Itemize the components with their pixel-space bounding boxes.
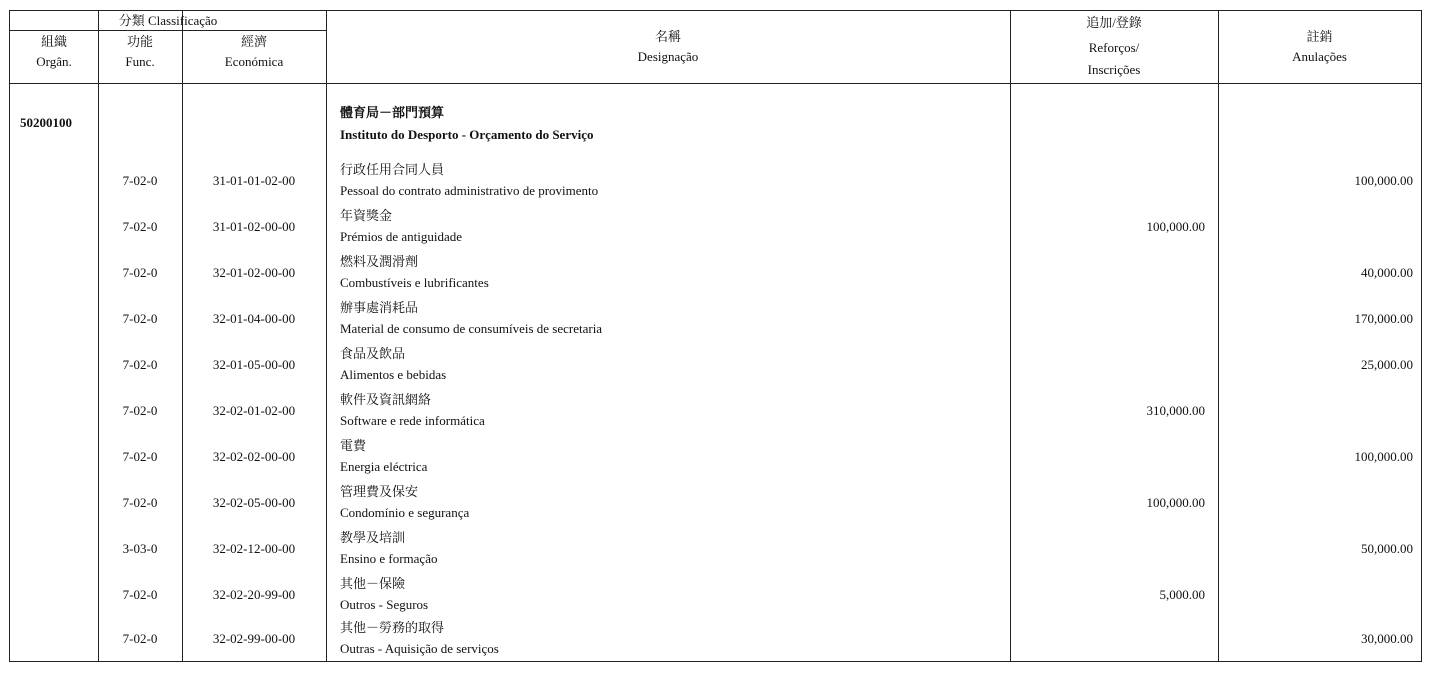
designation-header-pt: Designação (637, 49, 699, 64)
econ-code: 32-01-04-00-00 (212, 311, 296, 326)
table-row (10, 527, 1421, 573)
func-code: 7-02-0 (122, 311, 158, 326)
func-code: 7-02-0 (122, 403, 158, 418)
func-code: 7-02-0 (122, 449, 158, 464)
designation-zh: 行政任用合同人員 (340, 162, 445, 177)
budget-table (9, 10, 1422, 662)
table-row (10, 251, 1421, 297)
func-code: 7-02-0 (122, 495, 158, 510)
reinforcement-amount: 100,000.00 (1146, 219, 1205, 234)
designation-zh: 其他－勞務的取得 (340, 620, 445, 635)
reinforcements-header-pt1: Reforços/ (1088, 40, 1140, 55)
reinforcement-amount: 310,000.00 (1146, 403, 1205, 418)
designation-pt: Pessoal do contrato administrativo de provimento (340, 183, 599, 198)
annulment-amount: 100,000.00 (1354, 173, 1413, 188)
annulment-amount: 50,000.00 (1361, 541, 1413, 556)
table-row (10, 159, 1421, 205)
table-row (10, 617, 1421, 661)
annulments-header-pt: Anulações (1292, 49, 1347, 64)
econ-code: 32-01-02-00-00 (212, 265, 296, 280)
designation-header-zh: 名稱 (654, 29, 681, 44)
classification-header: 分類 Classificação (118, 13, 218, 28)
designation-pt: Condomínio e segurança (340, 505, 470, 520)
func-header-zh: 功能 (126, 34, 153, 49)
organ-code: 50200100 (20, 115, 72, 130)
econ-code: 32-02-02-00-00 (212, 449, 296, 464)
designation-zh: 電費 (340, 438, 367, 453)
designation-pt: Material de consumo de consumíveis de secretaria (340, 321, 603, 336)
reinforcements-header-zh: 追加/登錄 (1086, 15, 1142, 30)
designation-zh: 食品及飲品 (340, 346, 406, 361)
table-row (10, 205, 1421, 251)
section-title-zh: 體育局－部門預算 (340, 105, 445, 120)
designation-zh: 辦事處消耗品 (340, 300, 419, 315)
annulment-amount: 40,000.00 (1361, 265, 1413, 280)
econ-code: 32-02-01-02-00 (212, 403, 296, 418)
designation-zh: 管理費及保安 (340, 484, 419, 499)
organ-header-pt: Orgân. (36, 54, 72, 69)
designation-pt: Outros - Seguros (340, 597, 429, 612)
designation-pt: Energia eléctrica (340, 459, 428, 474)
econ-code: 31-01-02-00-00 (212, 219, 296, 234)
annulment-amount: 25,000.00 (1361, 357, 1413, 372)
section-title-pt: Instituto do Desporto - Orçamento do Serviço (340, 127, 594, 142)
econ-header-pt: Económica (224, 54, 284, 69)
designation-pt: Outras - Aquisição de serviços (340, 641, 499, 656)
econ-code: 32-02-12-00-00 (212, 541, 296, 556)
designation-pt: Alimentos e bebidas (340, 367, 447, 382)
reinforcement-amount: 5,000.00 (1159, 587, 1205, 602)
func-code: 7-02-0 (122, 173, 158, 188)
designation-pt: Combustíveis e lubrificantes (340, 275, 489, 290)
designation-zh: 其他－保險 (340, 576, 406, 591)
designation-zh: 年資獎金 (340, 208, 393, 223)
econ-code: 32-02-05-00-00 (212, 495, 296, 510)
table-row (10, 343, 1421, 389)
organ-header-zh: 組織 (40, 34, 67, 49)
header-subdivider (10, 30, 326, 31)
econ-code: 32-02-99-00-00 (212, 631, 296, 646)
table-row (10, 389, 1421, 435)
func-header-pt: Func. (125, 54, 155, 69)
func-code: 7-02-0 (122, 631, 158, 646)
header-divider (10, 83, 1421, 84)
designation-zh: 軟件及資訊網絡 (340, 392, 432, 407)
func-code: 7-02-0 (122, 587, 158, 602)
econ-code: 31-01-01-02-00 (212, 173, 296, 188)
annulment-amount: 170,000.00 (1354, 311, 1413, 326)
reinforcements-header-pt2: Inscrições (1087, 62, 1141, 77)
table-row (10, 481, 1421, 527)
reinforcement-amount: 100,000.00 (1146, 495, 1205, 510)
table-row (10, 435, 1421, 481)
func-code: 7-02-0 (122, 265, 158, 280)
econ-code: 32-01-05-00-00 (212, 357, 296, 372)
annulment-amount: 30,000.00 (1361, 631, 1413, 646)
table-row (10, 297, 1421, 343)
designation-pt: Ensino e formação (340, 551, 438, 566)
table-row (10, 573, 1421, 619)
func-code: 3-03-0 (122, 541, 158, 556)
func-code: 7-02-0 (122, 357, 158, 372)
annulments-header-zh: 註銷 (1306, 29, 1333, 44)
econ-code: 32-02-20-99-00 (212, 587, 296, 602)
func-code: 7-02-0 (122, 219, 158, 234)
designation-pt: Prémios de antiguidade (340, 229, 463, 244)
designation-zh: 教學及培訓 (340, 530, 406, 545)
designation-pt: Software e rede informática (340, 413, 485, 428)
annulment-amount: 100,000.00 (1354, 449, 1413, 464)
designation-zh: 燃料及潤滑劑 (340, 254, 419, 269)
econ-header-zh: 經濟 (240, 34, 267, 49)
